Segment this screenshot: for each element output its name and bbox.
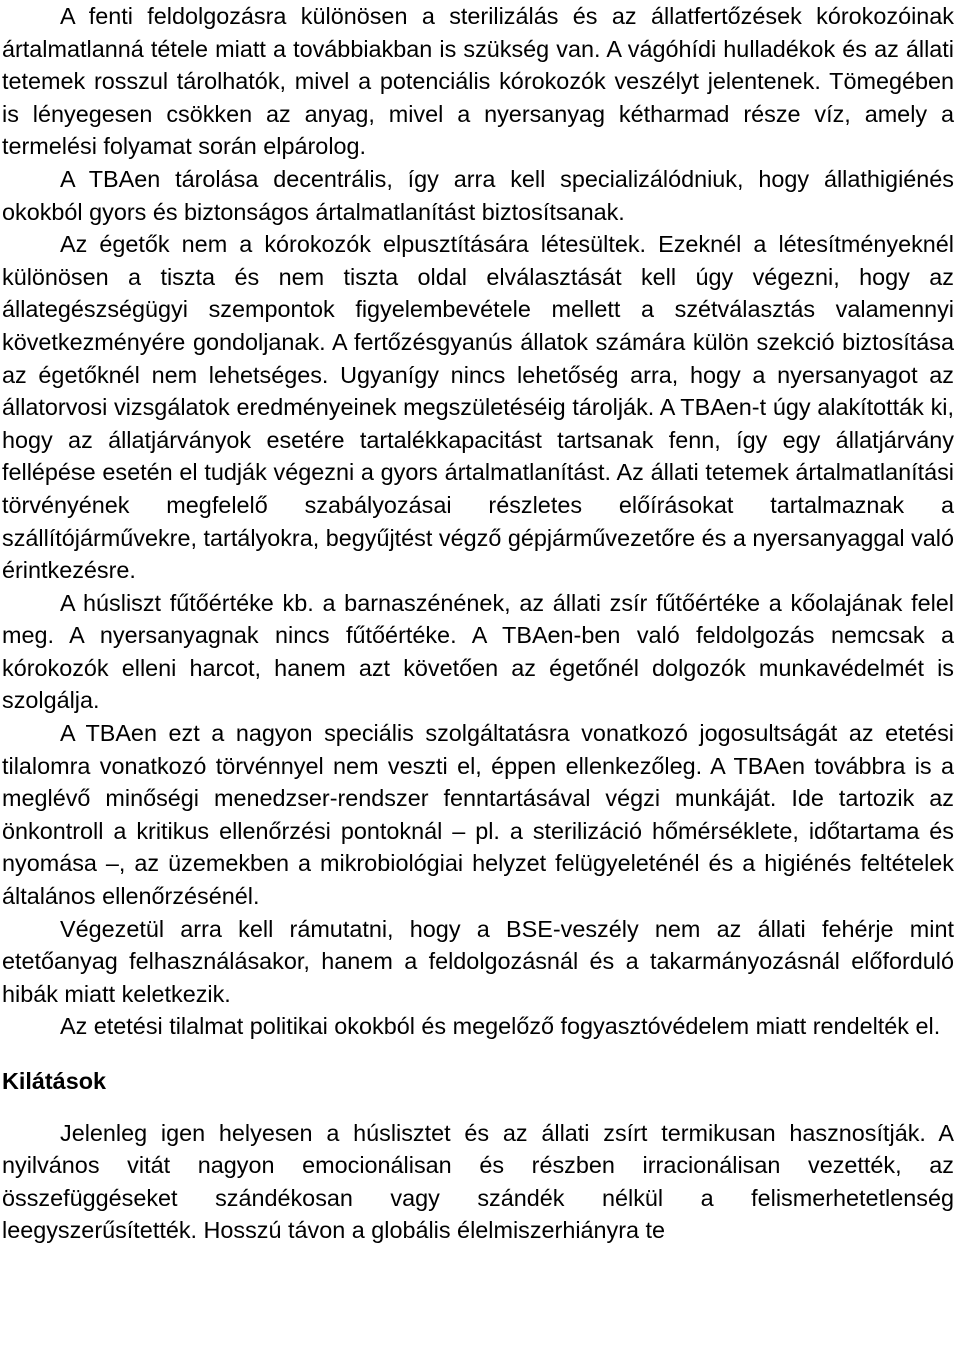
paragraph-storage: A TBAen tárolása decentrális, így arra kell specializálódniuk, hogy állathigiénés okokból gyors és biztonságos ártalmatlanítást biztosítsanak. <box>2 165 954 225</box>
paragraph-authorization: A TBAen ezt a nagyon speciális szolgáltatásra vonatkozó jogosultságát az etetési tilalomra vonatkozó törvénnyel nem veszti el, éppen ellenkezőleg. A TBAen továbbra is a meglévő minőségi menedzser-rendszer fenntartásával végzi munkáját. Ide tartozik az önkontroll a kritikus ellenőrzési pontoknál – pl. a sterilizáció hőmérséklete, időtartama és nyomása –, az üzemekben a mikrobiológiai helyzet felügyeleténél és a higiénés feltételek általános ellenőrzésénél. <box>2 720 954 910</box>
paragraph-outlook: Jelenleg igen helyesen a húslisztet és az állati zsírt termikusan hasznosítják. A nyilvános vitát nagyon emocionálisan és részben irracionálisan vezették, az összefüggéseket szándékosan vagy szándék nélkül a felismerhetetlenség leegyszerűsítették. Hosszú távon a globális élelmiszerhiányra te <box>2 1119 954 1244</box>
paragraph-bse-risk: Végezetül arra kell rámutatni, hogy a BSE-veszély nem az állati fehérje mint etetőanyag felhasználásakor, hanem a feldolgozásnál és a takarmányozásnál előforduló hibák miatt keletkezik. <box>2 915 954 1007</box>
paragraph-incinerators: Az égetők nem a kórokozók elpusztítására létesültek. Ezeknél a létesítményeknél különösen a tiszta és nem tiszta oldal elválasztását kell úgy végezni, hogy az állategészségügyi szempontok figyelembevétele mellett a szétválasztás valamennyi következményére gondoljanak. A fertőzésgyanús állatok számára külön szekció biztosítása az égetőknél nem lehetséges. Ugyanígy nincs lehetőség arra, hogy a nyersanyagot az állatorvosi vizsgálatok eredményeinek megszületéséig tárolják. A TBAen-t úgy alakították ki, hogy az állatjárványok esetére tartalékkapacitást tartsanak fenn, így egy állatjárvány fellépése esetén el tudják végezni a gyors ártalmatlanítást. Az állati tetemek ártalmatlanítási törvényének megfelelő szabályozásai részletes előírásokat tartalmaznak a szállítójárművekre, tartályokra, begyűjtést végző gépjárművezetőre és a nyersanyaggal való érintkezésre. <box>2 231 954 584</box>
paragraph-sterilization: A fenti feldolgozásra különösen a sterilizálás és az állatfertőzések kórokozóinak ártalmatlanná tétele miatt a továbbiakban is szükség van. A vágóhídi hulladékok és az állati tetemek rosszul tárolhatók, mivel a potenciális kórokozók veszélyt jelentenek. Tömegében is lényegesen csökken az anyag, mivel a nyersanyag kétharmad része víz, amely a termelési folyamat során elpárolog. <box>2 3 954 160</box>
section-heading: Kilátások <box>2 1068 107 1094</box>
paragraph-calorific-value: A húsliszt fűtőértéke kb. a barnaszénének, az állati zsír fűtőértéke a kőolajának felel meg. A nyersanyagnak nincs fűtőértéke. A TBAen-ben való feldolgozás nemcsak a kórokozók elleni harcot, hanem azt követően az égetőnél dolgozók munkavédelmét is szolgálja. <box>2 589 954 714</box>
paragraph-feeding-ban: Az etetési tilalmat politikai okokból és megelőző fogyasztóvédelem miatt rendelték el. <box>60 1013 941 1040</box>
